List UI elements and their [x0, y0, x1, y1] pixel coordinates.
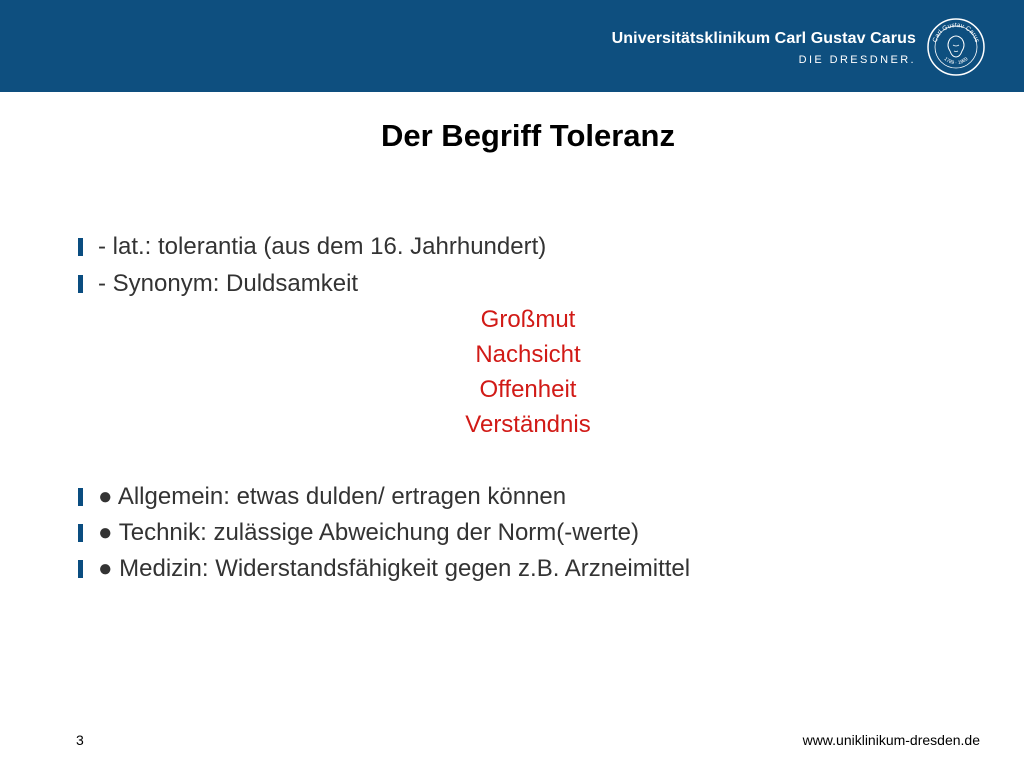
- bullet-text: - lat.: tolerantia (aus dem 16. Jahrhundert): [98, 233, 547, 260]
- bullet-text: ● Technik: zulässige Abweichung der Norm(-werte): [98, 519, 639, 546]
- slide-title: Der Begriff Toleranz: [381, 118, 675, 153]
- header-banner: [0, 0, 1024, 92]
- svg-text:1789 · 1869: [943, 56, 970, 66]
- seal-years: 1789 · 1869: [942, 56, 970, 67]
- bullet-item-technik: [78, 516, 639, 550]
- bullet-text: ● Medizin: Widerstandsfähigkeit gegen z.B. Arzneimittel: [98, 555, 691, 582]
- page-number: 3: [76, 732, 84, 748]
- university-seal-icon: [926, 17, 986, 77]
- bullet-item-synonym: [78, 267, 358, 301]
- bullet-item-medizin: [78, 552, 690, 586]
- bullet-text: ● Allgemein: etwas dulden/ ertragen können: [98, 483, 567, 510]
- bullet-bar-icon: [78, 488, 83, 506]
- bullet-bar-icon: [78, 275, 83, 293]
- bullet-bar-icon: [78, 560, 83, 578]
- bullet-bar-icon: [78, 524, 83, 542]
- synonym-item: Verständnis: [465, 411, 591, 438]
- org-tagline: DIE DRESDNER.: [798, 54, 916, 66]
- synonym-item: Nachsicht: [475, 341, 581, 368]
- bullet-item-general: [78, 480, 566, 514]
- bullet-bar-icon: [78, 238, 83, 256]
- bullet-text: - Synonym: Duldsamkeit: [98, 270, 359, 297]
- footer-url-link[interactable]: www.uniklinikum-dresden.de: [802, 732, 980, 748]
- synonym-item: Offenheit: [479, 376, 577, 403]
- synonym-list: [328, 302, 728, 442]
- seal-text: Carl Gustav Carus: [931, 21, 981, 44]
- synonym-item: Großmut: [480, 306, 576, 333]
- org-name: Universitätsklinikum Carl Gustav Carus: [611, 30, 916, 47]
- bullet-item-latin: [78, 230, 546, 264]
